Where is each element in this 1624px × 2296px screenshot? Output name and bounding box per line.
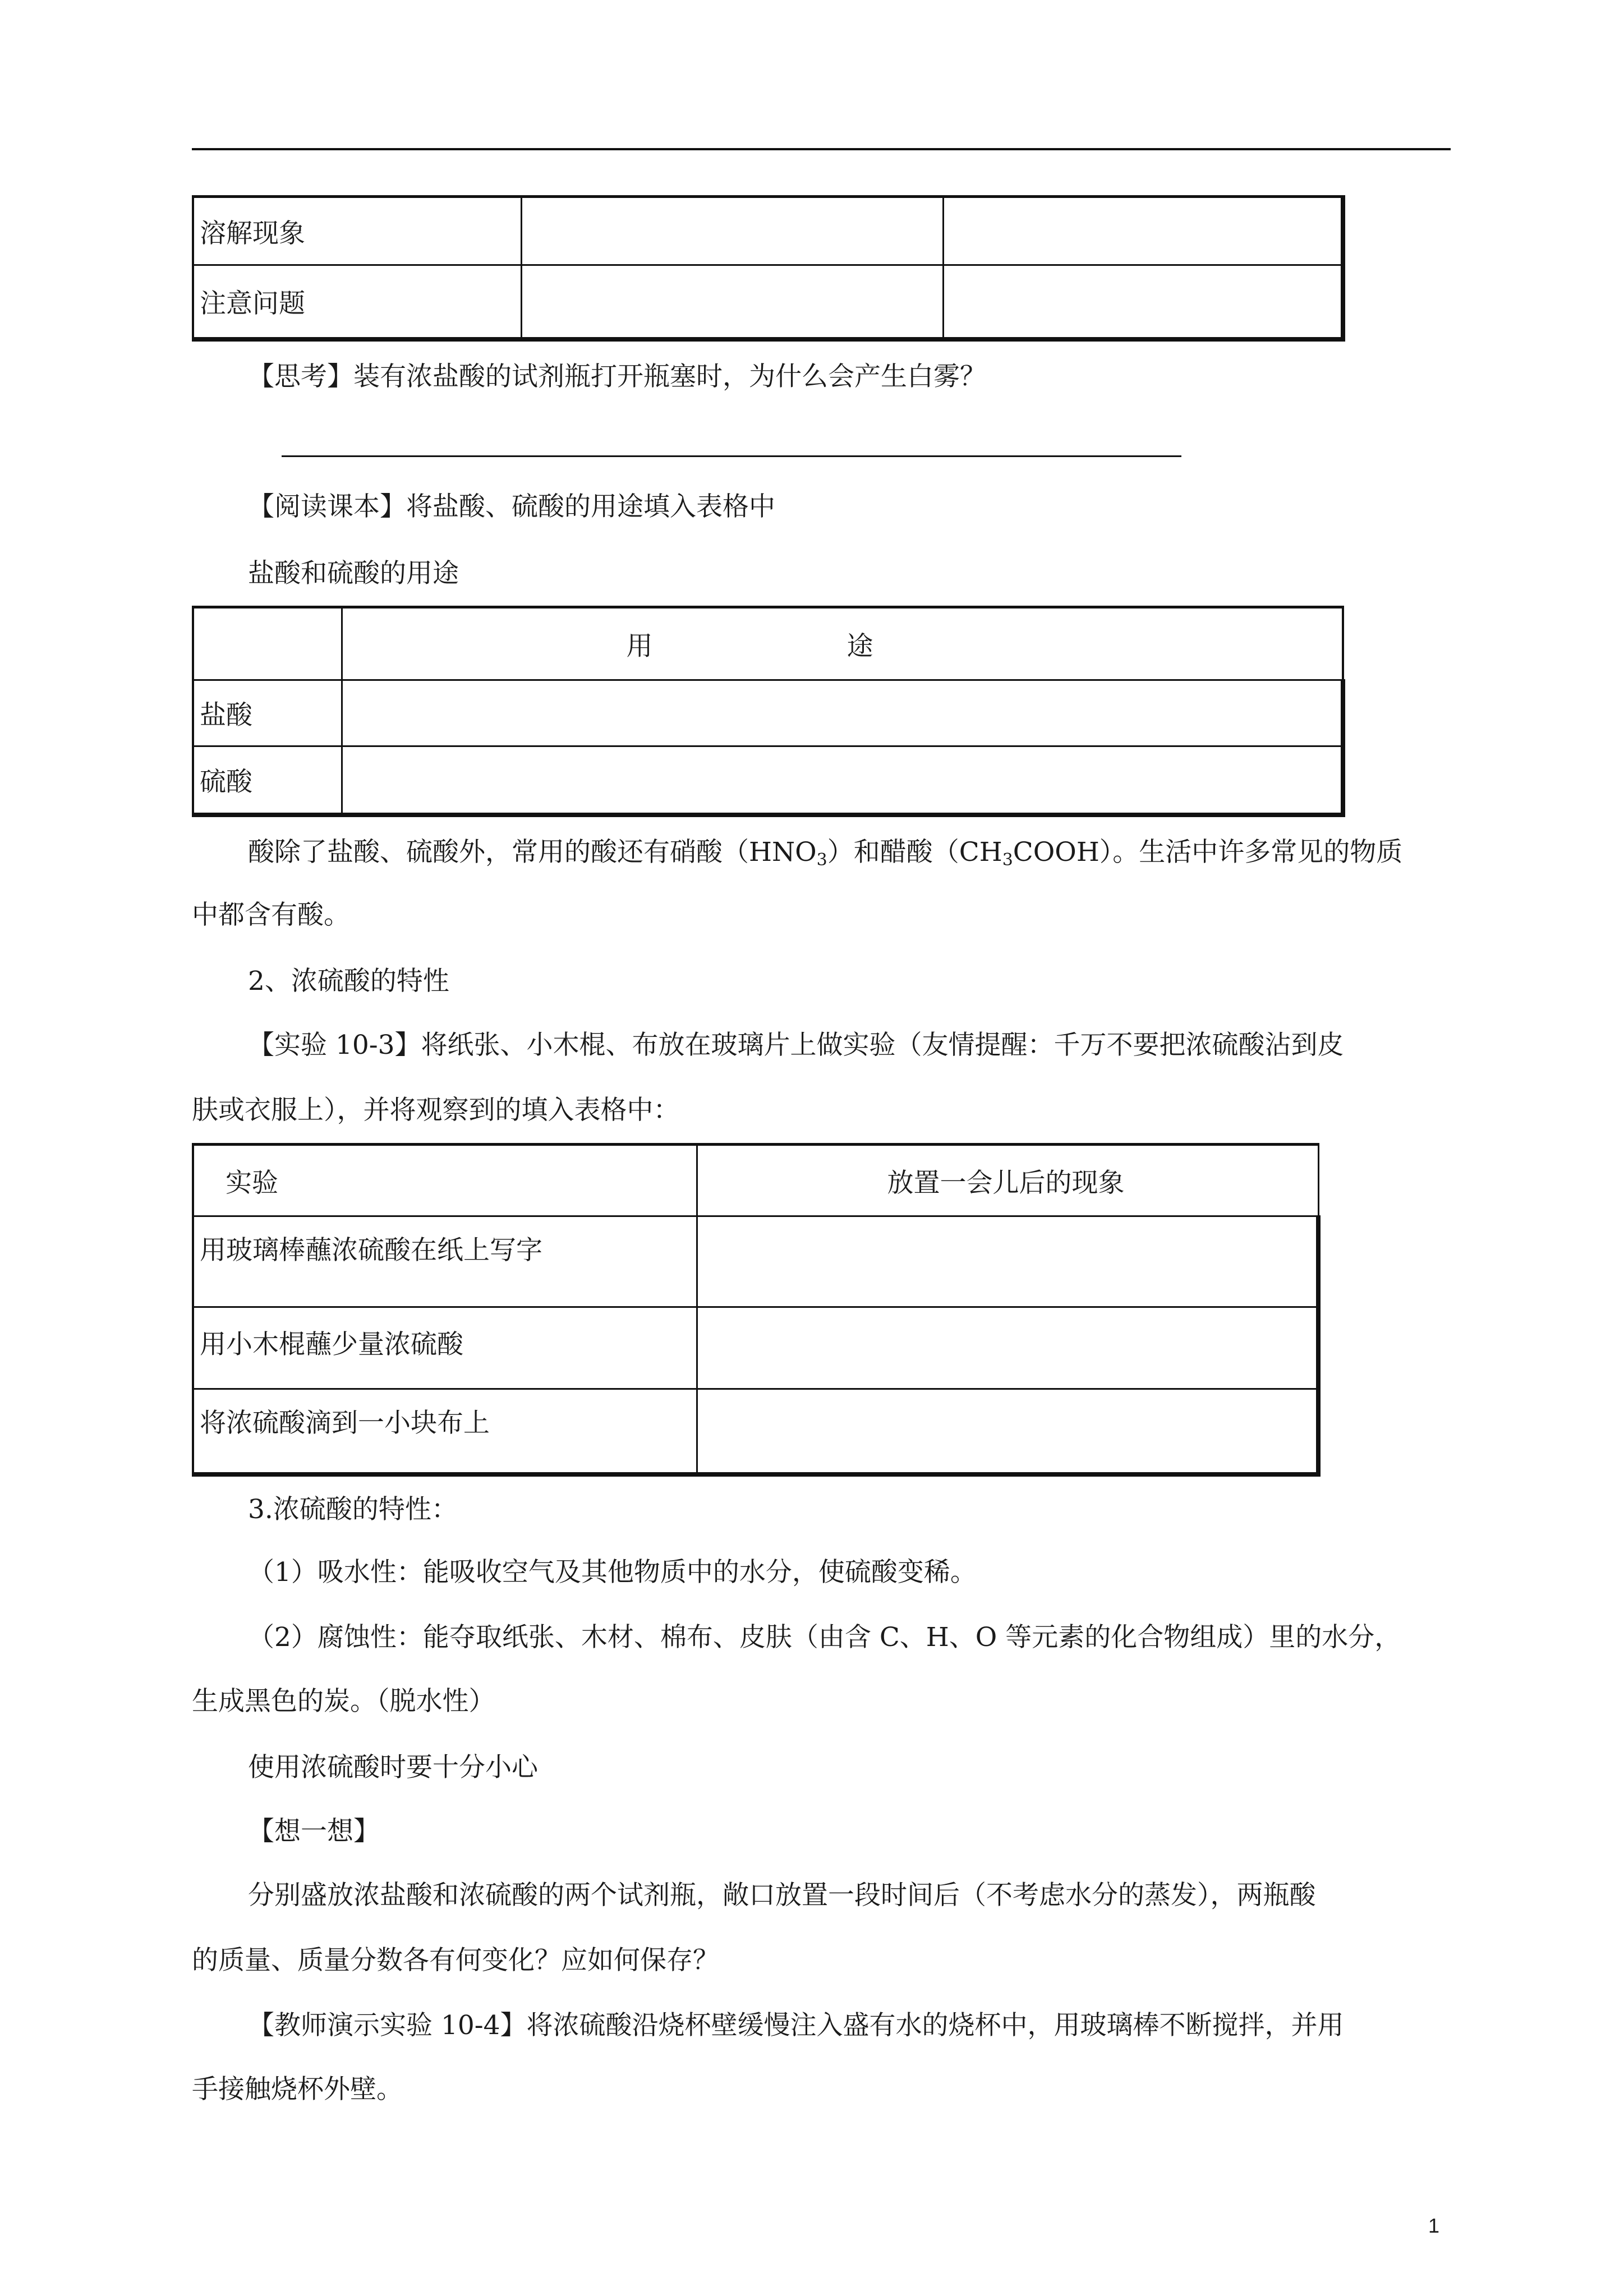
think-paragraph bbox=[248, 360, 986, 394]
think-again-line1: 分别盛放浓盐酸和浓硫酸的两个试剂瓶，敞口放置一段时间后（不考虑水分的蒸发），两瓶酸 bbox=[248, 1880, 1316, 1911]
table-row bbox=[193, 1389, 1318, 1474]
acids-paragraph-line1 bbox=[248, 836, 1402, 869]
table-row bbox=[193, 1307, 1318, 1389]
table-cell-empty bbox=[697, 1389, 1318, 1474]
table-cell-label: 将浓硫酸滴到一小块布上 bbox=[193, 1389, 697, 1474]
table-cell-empty bbox=[943, 265, 1343, 339]
table-cell-label: 用小木棍蘸少量浓硫酸 bbox=[193, 1307, 697, 1389]
table-cell-label: 溶解现象 bbox=[193, 197, 521, 265]
section-heading: 3.浓硫酸的特性： bbox=[248, 1494, 458, 1525]
table-row bbox=[193, 1216, 1318, 1307]
read-tag: 【阅读课本】 bbox=[248, 491, 406, 522]
table-cell-empty bbox=[342, 680, 1343, 746]
table-cell-empty bbox=[697, 1216, 1318, 1307]
answer-blank-line bbox=[282, 455, 1181, 457]
think-again-tag: 【想一想】 bbox=[248, 1816, 380, 1847]
table-row bbox=[193, 746, 1343, 815]
table-dissolution bbox=[192, 195, 1345, 342]
table-cell-empty bbox=[342, 746, 1343, 815]
table-uses bbox=[192, 606, 1345, 817]
header-uses-a: 用 bbox=[626, 630, 653, 662]
table-row bbox=[193, 1145, 1318, 1216]
table-cell-empty bbox=[521, 265, 943, 339]
table-cell-empty bbox=[521, 197, 943, 265]
property-corrosive-line2: 生成黑色的炭。（脱水性） bbox=[192, 1686, 495, 1717]
table-row bbox=[193, 197, 1343, 265]
acids-text-c: COOH）。生活中许多常见的物质 bbox=[1013, 837, 1403, 868]
table-cell-label: 硫酸 bbox=[193, 746, 342, 815]
table-header-phenomenon: 放置一会儿后的现象 bbox=[697, 1145, 1318, 1216]
table-cell-empty bbox=[193, 607, 342, 680]
table-row bbox=[193, 680, 1343, 746]
experiment-10-3-line1: 【实验 10-3】将纸张、小木棍、布放在玻璃片上做实验（友情提醒：千万不要把浓硫酸沾到皮 bbox=[248, 1030, 1344, 1061]
section-heading: 2、浓硫酸的特性 bbox=[248, 966, 449, 997]
think-again-line2: 的质量、质量分数各有何变化？应如何保存？ bbox=[192, 1945, 719, 1976]
acids-paragraph-line2: 中都含有酸。 bbox=[192, 900, 350, 930]
table-cell-label: 用玻璃棒蘸浓硫酸在纸上写字 bbox=[193, 1216, 697, 1307]
table-cell-empty bbox=[697, 1307, 1318, 1389]
table-header-uses bbox=[342, 607, 1343, 680]
table-cell-label: 注意问题 bbox=[193, 265, 521, 339]
acids-text-b: ）和醋酸（CH bbox=[827, 837, 1002, 868]
caution-text: 使用浓硫酸时要十分小心 bbox=[248, 1752, 538, 1783]
page-number: 1 bbox=[1428, 2214, 1440, 2237]
demo-experiment-line2: 手接触烧杯外壁。 bbox=[192, 2074, 403, 2105]
table-cell-label: 盐酸 bbox=[193, 680, 342, 746]
acids-text-a: 酸除了盐酸、硫酸外，常用的酸还有硝酸（HNO bbox=[248, 837, 817, 868]
subscript-3: 3 bbox=[1002, 850, 1013, 870]
property-corrosive-line1: （2）腐蚀性：能夺取纸张、木材、棉布、皮肤（由含 C、H、O 等元素的化合物组成）里的水分， bbox=[248, 1622, 1401, 1653]
read-text: 将盐酸、硫酸的用途填入表格中 bbox=[406, 491, 775, 522]
subscript-3: 3 bbox=[816, 850, 827, 870]
think-text: 装有浓盐酸的试剂瓶打开瓶塞时，为什么会产生白雾？ bbox=[353, 361, 986, 392]
experiment-10-3-line2: 肤或衣服上），并将观察到的填入表格中： bbox=[192, 1095, 680, 1126]
property-water-absorption: （1）吸水性：能吸收空气及其他物质中的水分，使硫酸变稀。 bbox=[248, 1557, 977, 1588]
table-row bbox=[193, 265, 1343, 339]
header-uses-b: 途 bbox=[846, 630, 873, 662]
read-paragraph bbox=[248, 490, 775, 524]
think-tag: 【思考】 bbox=[248, 361, 353, 392]
header-rule bbox=[192, 148, 1451, 150]
table-row bbox=[193, 607, 1343, 680]
table-header-experiment: 实验 bbox=[193, 1145, 697, 1216]
demo-experiment-line1: 【教师演示实验 10-4】将浓硫酸沿烧杯壁缓慢注入盛有水的烧杯中，用玻璃棒不断搅拌，并用 bbox=[248, 2010, 1344, 2041]
table-experiment bbox=[192, 1143, 1321, 1477]
uses-table-caption: 盐酸和硫酸的用途 bbox=[248, 558, 459, 589]
table-cell-empty bbox=[943, 197, 1343, 265]
